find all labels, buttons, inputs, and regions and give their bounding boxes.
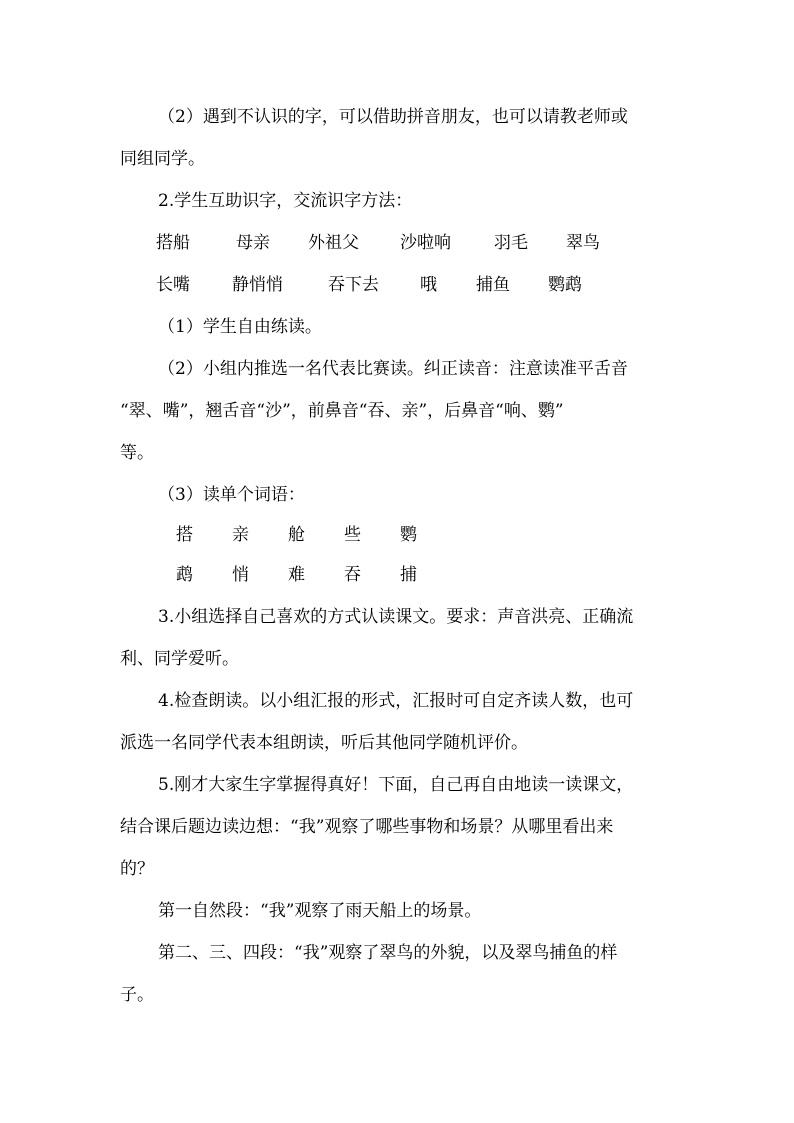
word-item: 羽毛	[494, 233, 528, 253]
text-line: 同组同学。	[120, 149, 205, 169]
char-item: 难	[288, 565, 305, 585]
text-line: （2）遇到不认识的字，可以借助拼音朋友，也可以请教老师或	[158, 107, 628, 127]
paragraph-pinyin-help	[120, 96, 680, 180]
text-line: 第二、三、四段：“我”观察了翠鸟的外貌，以及翠鸟捕鱼的样	[158, 943, 618, 963]
char-item: 亲	[232, 525, 249, 545]
text-line: 子。	[120, 985, 154, 1005]
step-4-paragraph	[120, 680, 680, 764]
text-line: 5.刚才大家生字掌握得真好！下面，自己再自由地读一读课文，	[158, 775, 634, 795]
text-line: 派选一名同学代表本组朗读，听后其他同学随机评价。	[120, 733, 528, 753]
char-item: 鹦	[400, 525, 417, 545]
sub-step-2	[120, 348, 680, 474]
answer-paragraph-2	[120, 932, 680, 1016]
char-item: 鹉	[176, 565, 193, 585]
sub-step-3: （3）读单个词语：	[158, 485, 305, 505]
char-item: 些	[344, 525, 361, 545]
word-item: 吞下去	[328, 275, 379, 295]
text-line: 利、同学爱听。	[120, 649, 239, 669]
answer-paragraph-1: 第一自然段：“我”观察了雨天船上的场景。	[158, 901, 482, 921]
char-item: 搭	[176, 525, 193, 545]
text-line: 的？	[120, 859, 154, 879]
word-item: 外祖父	[308, 233, 359, 253]
char-item: 吞	[344, 565, 361, 585]
word-item: 捕鱼	[476, 275, 510, 295]
text-line: 等。	[120, 443, 154, 463]
char-item: 捕	[400, 565, 417, 585]
word-item: 沙啦响	[400, 233, 451, 253]
text-line: （2）小组内推选一名代表比赛读。纠正读音：注意读准平舌音	[158, 359, 628, 379]
char-item: 悄	[232, 565, 249, 585]
word-item: 静悄悄	[232, 275, 283, 295]
text-line: 3.小组选择自己喜欢的方式认读课文。要求：声音洪亮、正确流	[158, 607, 634, 627]
text-line: 4.检查朗读。以小组汇报的形式，汇报时可自定齐读人数，也可	[158, 691, 634, 711]
word-item: 长嘴	[156, 275, 190, 295]
word-item: 搭船	[156, 233, 190, 253]
step-3-paragraph	[120, 596, 680, 680]
word-item: 翠鸟	[566, 233, 600, 253]
char-item: 舱	[288, 525, 305, 545]
step-2-heading: 2.学生互助识字，交流识字方法：	[158, 191, 413, 211]
text-line: “翠、嘴”，翘舌音“沙”，前鼻音“吞、亲”，后鼻音“响、鹦”	[120, 401, 564, 421]
step-5-paragraph	[120, 764, 680, 890]
text-line: 结合课后题边读边想：“我”观察了哪些事物和场景？从哪里看出来	[120, 817, 614, 837]
word-item: 鹦鹉	[548, 275, 582, 295]
word-item: 母亲	[236, 233, 270, 253]
sub-step-1: （1）学生自由练读。	[158, 317, 322, 337]
word-item: 哦	[420, 275, 437, 295]
